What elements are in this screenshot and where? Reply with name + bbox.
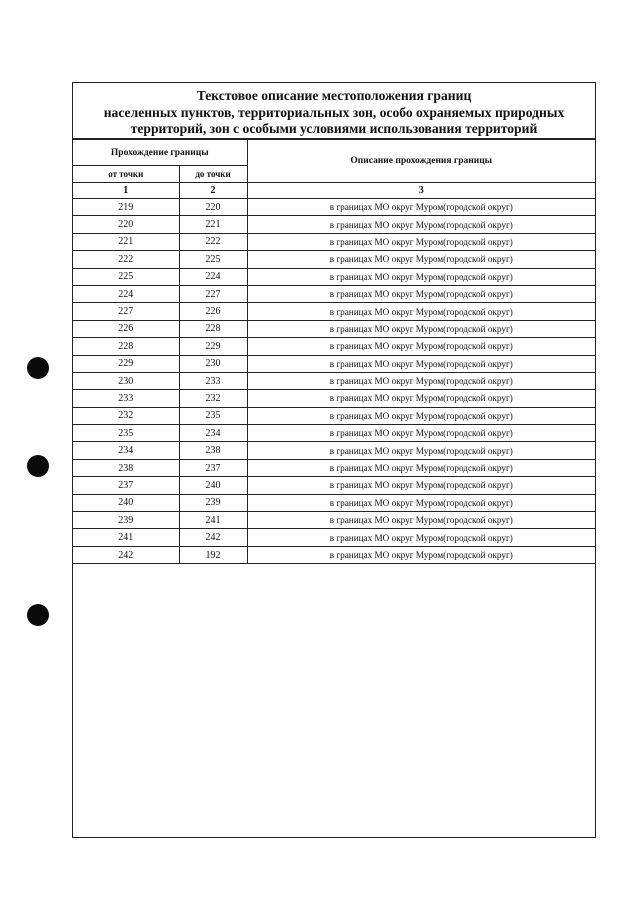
table-row	[73, 442, 595, 459]
description-cell: в границах МО округ Муром(городской округ)	[247, 268, 595, 285]
description-cell: в границах МО округ Муром(городской округ)	[247, 529, 595, 546]
table-row	[73, 372, 595, 389]
to-point-cell: 220	[179, 199, 247, 216]
title-line: Текстовое описание местоположения границ	[196, 88, 472, 103]
to-point-cell: 221	[179, 216, 247, 233]
table-row	[73, 268, 595, 285]
from-point-cell: 219	[73, 199, 179, 216]
description-cell: в границах МО округ Муром(городской округ)	[247, 216, 595, 233]
table-row	[73, 320, 595, 337]
to-point-cell: 234	[179, 425, 247, 442]
from-point-cell: 222	[73, 251, 179, 268]
from-point-cell: 228	[73, 338, 179, 355]
from-point-cell: 235	[73, 425, 179, 442]
description-cell: в границах МО округ Муром(городской округ)	[247, 390, 595, 407]
from-point-cell: 227	[73, 303, 179, 320]
table-row	[73, 338, 595, 355]
from-point-cell: 240	[73, 494, 179, 511]
description-cell: в границах МО округ Муром(городской округ)	[247, 233, 595, 250]
table-row	[73, 199, 595, 216]
from-point-cell: 230	[73, 372, 179, 389]
from-point-cell: 237	[73, 477, 179, 494]
table-row	[73, 233, 595, 250]
table-row	[73, 216, 595, 233]
table-header-row	[73, 140, 595, 166]
table-row	[73, 512, 595, 529]
description-cell: в границах МО округ Муром(городской округ)	[247, 494, 595, 511]
description-cell: в границах МО округ Муром(городской округ)	[247, 407, 595, 424]
to-point-header: до точки	[179, 166, 247, 183]
table-row	[73, 285, 595, 302]
to-point-cell: 233	[179, 372, 247, 389]
column-number: 1	[73, 183, 179, 199]
column-number: 3	[247, 183, 595, 199]
to-point-cell: 230	[179, 355, 247, 372]
document-title	[73, 83, 595, 139]
group-header: Прохождение границы	[73, 140, 247, 166]
description-cell: в границах МО округ Муром(городской округ)	[247, 459, 595, 476]
description-cell: в границах МО округ Муром(городской округ)	[247, 546, 595, 563]
description-cell: в границах МО округ Муром(городской округ)	[247, 251, 595, 268]
description-header: Описание прохождения границы	[247, 140, 595, 183]
title-line: территорий, зон с особыми условиями использования территорий	[130, 121, 538, 136]
description-cell: в границах МО округ Муром(городской округ)	[247, 477, 595, 494]
description-cell: в границах МО округ Муром(городской округ)	[247, 355, 595, 372]
to-point-cell: 226	[179, 303, 247, 320]
from-point-cell: 232	[73, 407, 179, 424]
from-point-cell: 229	[73, 355, 179, 372]
from-point-cell: 225	[73, 268, 179, 285]
to-point-cell: 232	[179, 390, 247, 407]
title-line: населенных пунктов, территориальных зон, особо охраняемых природных	[103, 104, 565, 120]
punch-hole	[27, 455, 49, 477]
to-point-cell: 240	[179, 477, 247, 494]
to-point-cell: 239	[179, 494, 247, 511]
table-row	[73, 251, 595, 268]
column-number-row	[73, 183, 595, 199]
table-row	[73, 529, 595, 546]
to-point-cell: 227	[179, 285, 247, 302]
to-point-cell: 242	[179, 529, 247, 546]
description-cell: в границах МО округ Муром(городской округ)	[247, 199, 595, 216]
to-point-cell: 224	[179, 268, 247, 285]
description-cell: в границах МО округ Муром(городской округ)	[247, 285, 595, 302]
boundary-table	[73, 139, 595, 564]
table-row	[73, 355, 595, 372]
table-row	[73, 494, 595, 511]
description-cell: в границах МО округ Муром(городской округ)	[247, 512, 595, 529]
from-point-cell: 220	[73, 216, 179, 233]
to-point-cell: 229	[179, 338, 247, 355]
from-point-cell: 239	[73, 512, 179, 529]
table-row	[73, 425, 595, 442]
table-row	[73, 407, 595, 424]
to-point-cell: 241	[179, 512, 247, 529]
from-point-cell: 224	[73, 285, 179, 302]
to-point-cell: 237	[179, 459, 247, 476]
from-point-cell: 221	[73, 233, 179, 250]
description-cell: в границах МО округ Муром(городской округ)	[247, 425, 595, 442]
table-row	[73, 390, 595, 407]
to-point-cell: 238	[179, 442, 247, 459]
document-frame	[72, 82, 596, 838]
description-cell: в границах МО округ Муром(городской округ)	[247, 338, 595, 355]
from-point-cell: 233	[73, 390, 179, 407]
table-row	[73, 459, 595, 476]
from-point-cell: 242	[73, 546, 179, 563]
to-point-cell: 192	[179, 546, 247, 563]
to-point-cell: 228	[179, 320, 247, 337]
from-point-cell: 238	[73, 459, 179, 476]
description-cell: в границах МО округ Муром(городской округ)	[247, 303, 595, 320]
description-cell: в границах МО округ Муром(городской округ)	[247, 442, 595, 459]
column-number: 2	[179, 183, 247, 199]
from-point-header: от точки	[73, 166, 179, 183]
punch-hole	[27, 357, 49, 379]
description-cell: в границах МО округ Муром(городской округ)	[247, 372, 595, 389]
to-point-cell: 222	[179, 233, 247, 250]
punch-hole	[27, 604, 49, 626]
to-point-cell: 225	[179, 251, 247, 268]
table-row	[73, 546, 595, 563]
to-point-cell: 235	[179, 407, 247, 424]
table-row	[73, 303, 595, 320]
from-point-cell: 234	[73, 442, 179, 459]
description-cell: в границах МО округ Муром(городской округ)	[247, 320, 595, 337]
table-row	[73, 477, 595, 494]
from-point-cell: 241	[73, 529, 179, 546]
from-point-cell: 226	[73, 320, 179, 337]
